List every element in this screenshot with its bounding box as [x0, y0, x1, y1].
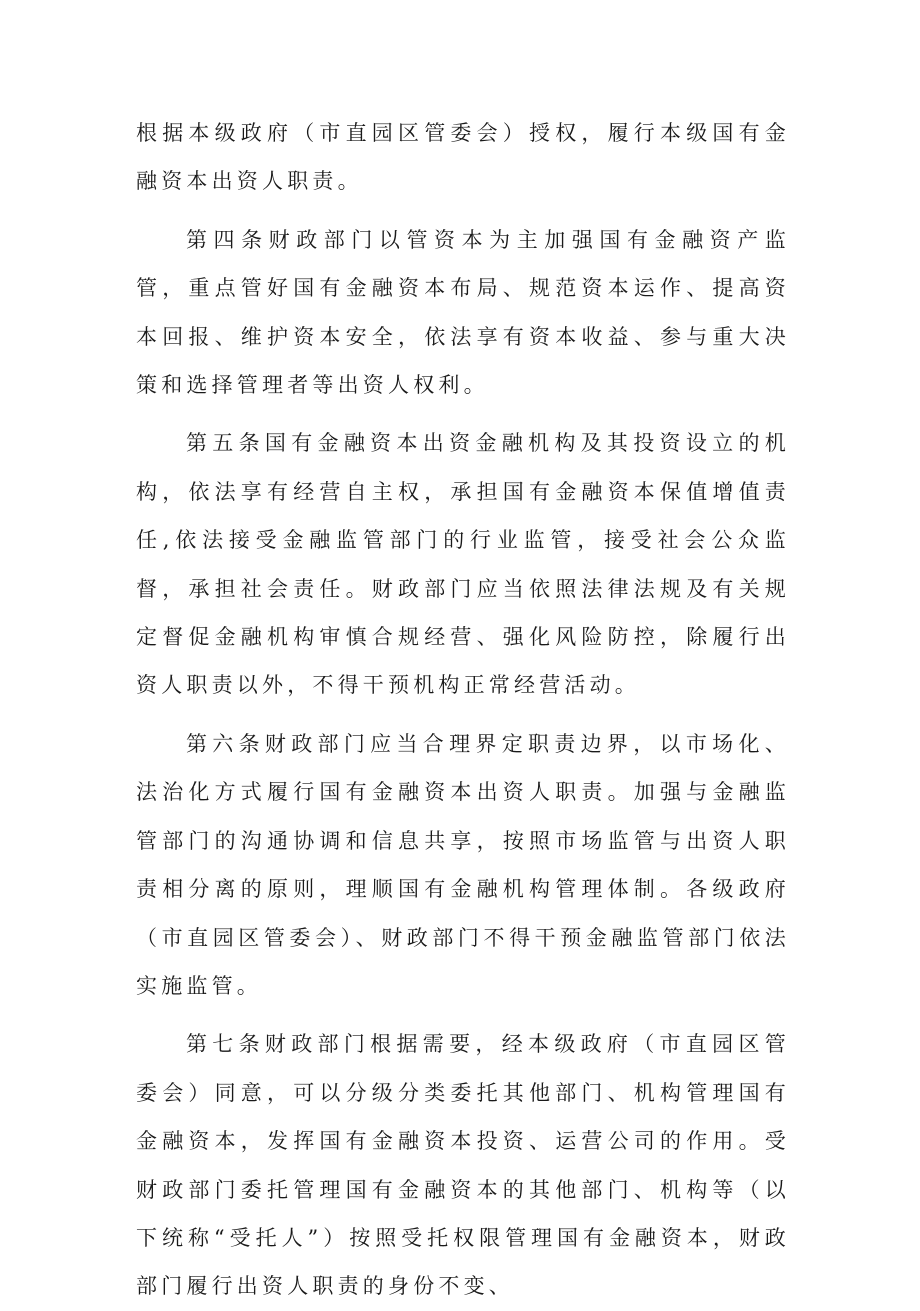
- paragraph-article-5: 第五条国有金融资本出资金融机构及其投资设立的机构，依法享有经营自主权，承担国有金融资本保值增值责任,依法接受金融监管部门的行业监管，接受社会公众监督，承担社会责任。财政部门应当依照法律法规及有关规定督促金融机构审慎合规经营、强化风险防控，除履行出资人职责以外，不得干预机构正常经营活动。: [136, 431, 790, 698]
- paragraph-article-6: 第六条财政部门应当合理界定职责边界，以市场化、法治化方式履行国有金融资本出资人职责。加强与金融监管部门的沟通协调和信息共享，按照市场监管与出资人职责相分离的原则，理顺国有金融机构管理体制。各级政府（市直园区管委会）、财政部门不得干预金融监管部门依法实施监管。: [136, 731, 790, 998]
- paragraph-continuation: 根据本级政府（市直园区管委会）授权，履行本级国有金融资本出资人职责。: [136, 121, 790, 194]
- paragraph-article-7: 第七条财政部门根据需要，经本级政府（市直园区管委会）同意，可以分级分类委托其他部门、机构管理国有金融资本，发挥国有金融资本投资、运营公司的作用。受财政部门委托管理国有金融资本的其他部门、机构等（以下统称“受托人”）按照受托权限管理国有金融资本，财政部门履行出资人职责的身份不变、: [136, 1032, 790, 1299]
- document-page: [136, 109, 790, 1311]
- paragraph-article-4: 第四条财政部门以管资本为主加强国有金融资产监管，重点管好国有金融资本布局、规范资本运作、提高资本回报、维护资本安全，依法享有资本收益、参与重大决策和选择管理者等出资人权利。: [136, 227, 790, 398]
